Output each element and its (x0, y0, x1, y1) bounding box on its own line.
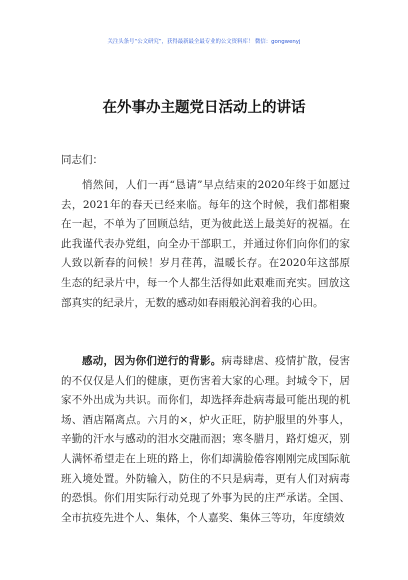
page-title: 在外事办主题党日活动上的讲话 (102, 100, 306, 116)
paragraph-2 (61, 352, 350, 528)
greeting: 同志们： (61, 154, 103, 166)
paragraph-1 (61, 176, 350, 313)
header-note: 关注头条号“公文研究”，获得最新最全最专业的公文资料库！ 微信：gongwenyj (107, 39, 301, 45)
paragraph-text: 悄然间，人们一再“恳请”早点结束的2020年终于如愿过去，2021年的春天已经来临。每年的这个时候，我们都相聚在一起，不单为了回顾总结，更为彼此送上最美好的祝福。在此我谨代表办党组，向全办干部职工，并通过你们向你们的家人致以新春的问候！岁月荏苒，温暖长存。在2020年这部原生态的纪录片中，每一个人都生活得如此艰难而充实。回放这部真实的纪录片，无数的感动如春雨般沁润着我的心田。 (61, 179, 350, 309)
paragraph-text: 病毒肆虐、疫情扩散，侵害的不仅仅是人们的健康，更伤害着大家的心理。封城令下，居家不外出成为共识。而你们，却选择奔赴病毒最可能出现的机场、酒店隔离点。六月的×，炉火正旺，防护服里的外事人，辛勤的汗水与感动的泪水交融而洇；寒冬腊月，路灯熄灭，别人满怀希望走在上班的路上，你们却满脸倦容刚刚完成国际航班入境处置。外防输入，防住的不只是病毒，更有人们对病毒的恐惧。你们用实际行动兑现了外事为民的庄严承诺。全国、全市抗疫先进个人、集体，个人嘉奖、集体三等功，年度绩效 (61, 355, 351, 524)
paragraph-lead: 感动，因为你们逆行的背影。 (82, 355, 222, 367)
